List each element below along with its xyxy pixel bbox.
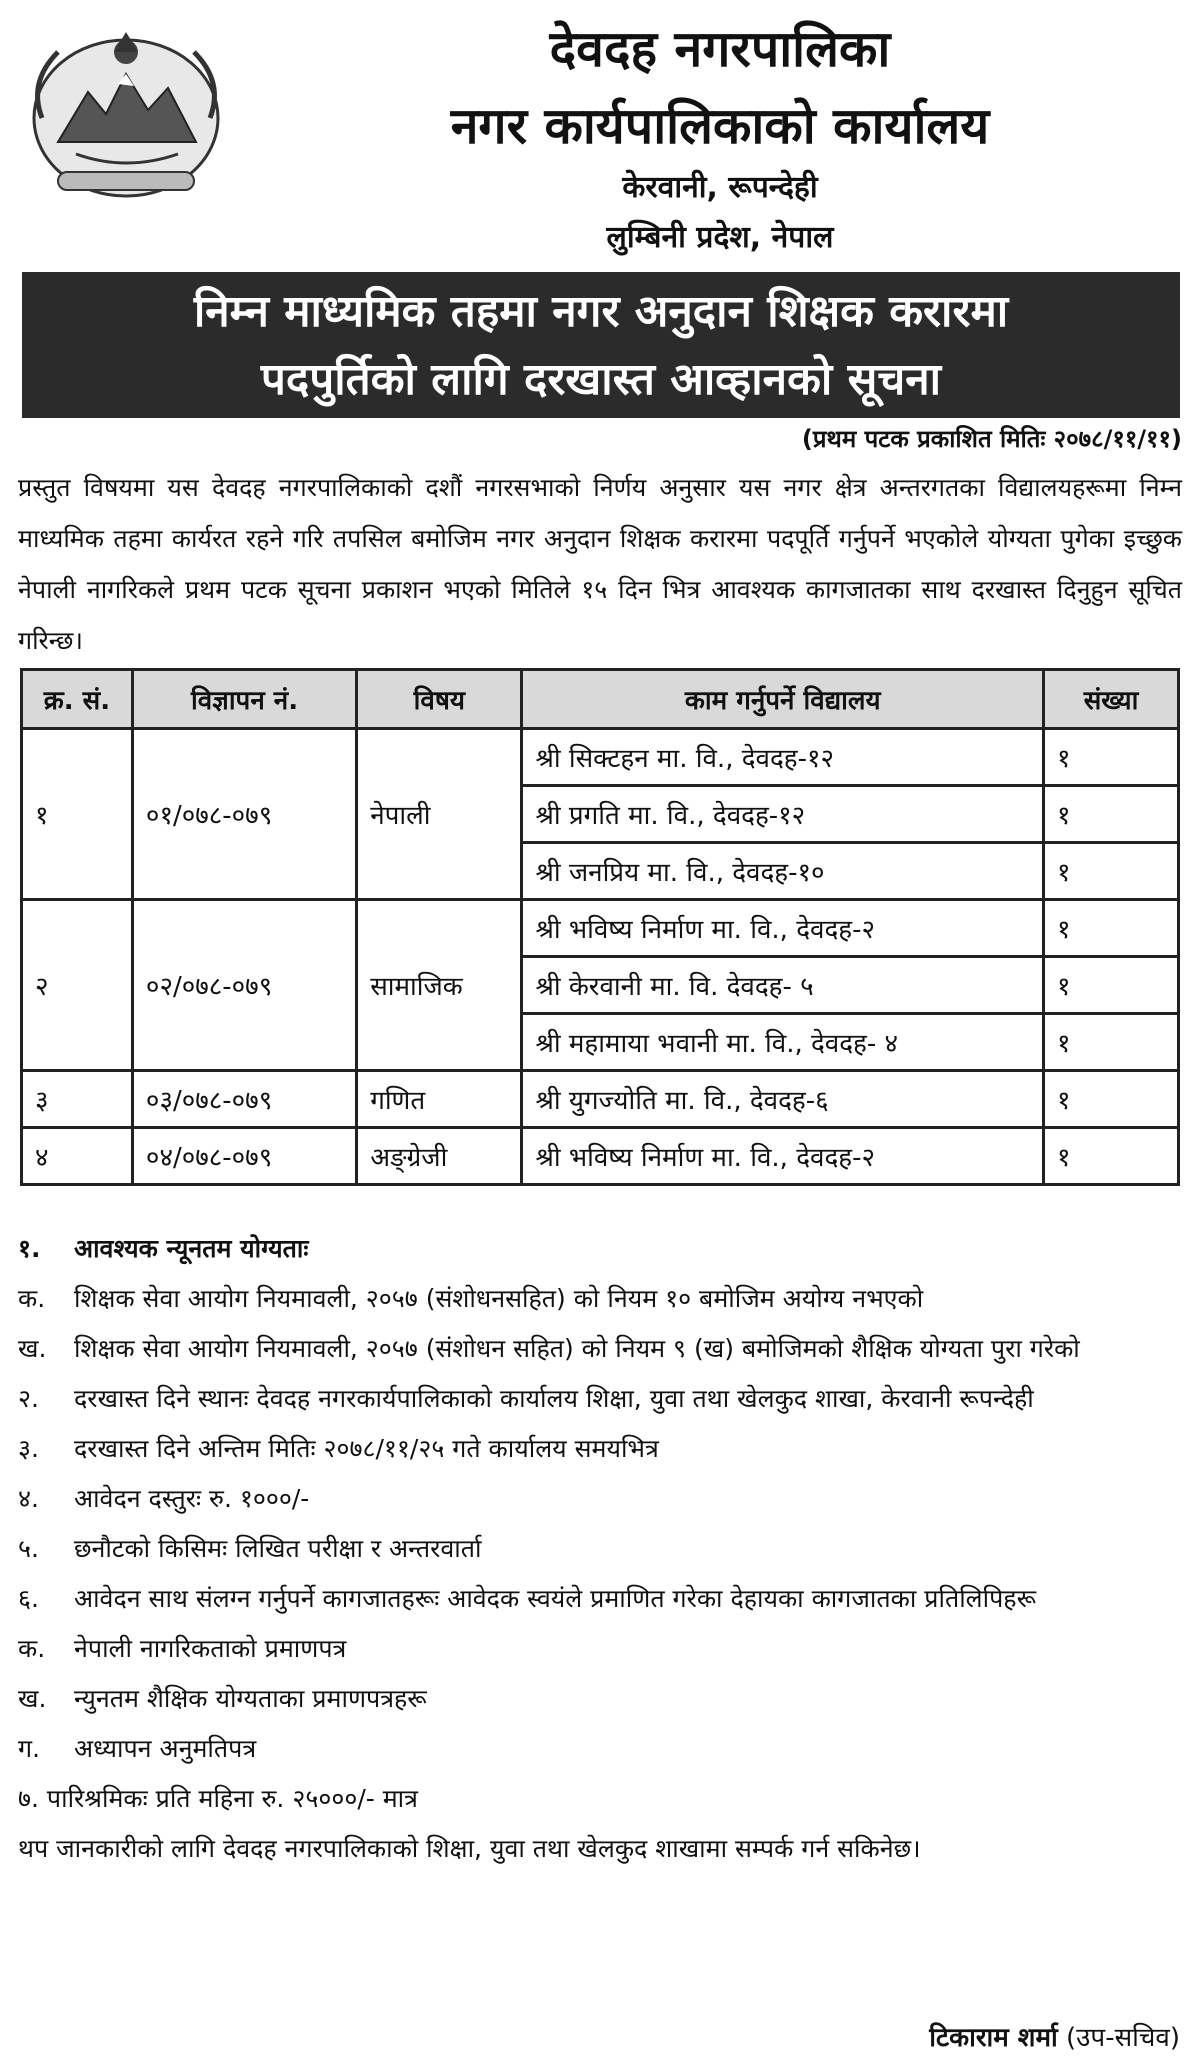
item-number: ख. <box>18 1334 47 1363</box>
item-number: ग. <box>18 1734 41 1763</box>
cell-sn: ४ <box>22 1128 133 1185</box>
table-header-row <box>22 670 1179 729</box>
header-sn: क्र. सं. <box>22 670 133 729</box>
cell-count: १ <box>1044 786 1179 843</box>
list-item <box>18 1424 1182 1474</box>
required-documents: आवेदन साथ संलग्न गर्नुपर्ने कागजातहरूः आवेदक स्वयंले प्रमाणित गरेका देहायका कागजातका प्रतिलिपिहरू <box>74 1584 1036 1613</box>
nepal-emblem-icon <box>18 22 234 202</box>
list-item <box>18 1224 1182 1274</box>
cell-count: १ <box>1044 1071 1179 1128</box>
document-b: न्युनतम शैक्षिक योग्यताका प्रमाणपत्रहरू <box>74 1684 427 1713</box>
cell-count: १ <box>1044 843 1179 900</box>
item-number: क. <box>18 1284 46 1313</box>
list-item <box>18 1274 1182 1324</box>
application-place: दरखास्त दिने स्थानः देवदह नगरकार्यपालिकाको कार्यालय शिक्षा, युवा तथा खेलकुद शाखा, केरवानी रूपन्देही <box>74 1384 1034 1413</box>
contact-note: थप जानकारीको लागि देवदह नगरपालिकाको शिक्षा, युवा तथा खेलकुद शाखामा सम्पर्क गर्न सकिनेछ। <box>18 1834 921 1863</box>
table-row <box>22 1071 1179 1128</box>
item-number: ५. <box>18 1534 39 1563</box>
intro-paragraph: प्रस्तुत विषयमा यस देवदह नगरपालिकाको दशौं नगरसभाको निर्णय अनुसार यस नगर क्षेत्र अन्तरगतका विद्यालयहरूमा निम्न माध्यमिक तहमा कार्यरत रहने गरि तपसिल बमोजिम नगर अनुदान शिक्षक करारमा पदपूर्ति गर्नुपर्ने भएकोले योग्यता पुगेका इच्छुक नेपाली नागरिकले प्रथम पटक सूचना प्रकाशन भएको मितिले १५ दिन भित्र आवश्यक कागजातका साथ दरखास्त दिनुहुन सूचित गरिन्छ। <box>18 473 1182 655</box>
cell-school: श्री केरवानी मा. वि. देवदह- ५ <box>522 957 1044 1014</box>
header-subject: विषय <box>357 670 522 729</box>
cell-ad-no: ०१/०७८-०७९ <box>132 729 356 900</box>
qualification-a: शिक्षक सेवा आयोग नियमावली, २०५७ (संशोधनसहित) को नियम १० बमोजिम अयोग्य नभएको <box>74 1284 924 1313</box>
municipality-name: देवदह नगरपालिका <box>549 20 891 78</box>
office-location: केरवानी, रूपन्देही <box>622 170 818 205</box>
list-item <box>18 1324 1182 1374</box>
document-a: नेपाली नागरिकताको प्रमाणपत्र <box>74 1634 347 1663</box>
cell-school: श्री भविष्य निर्माण मा. वि., देवदह-२ <box>522 900 1044 957</box>
selection-method: छनौटको किसिमः लिखित परीक्षा र अन्तरवार्ता <box>74 1534 482 1563</box>
qualification-heading: आवश्यक न्यूनतम योग्यताः <box>74 1234 309 1263</box>
cell-school: श्री युगज्योति मा. वि., देवदह-६ <box>522 1071 1044 1128</box>
cell-school: श्री प्रगति मा. वि., देवदह-१२ <box>522 786 1044 843</box>
item-number: क. <box>18 1634 46 1663</box>
document-c: अध्यापन अनुमतिपत्र <box>74 1734 257 1763</box>
header-school: काम गर्नुपर्ने विद्यालय <box>522 670 1044 729</box>
table-row <box>22 729 1179 786</box>
cell-count: १ <box>1044 1128 1179 1185</box>
publish-date: (प्रथम पटक प्रकाशित मितिः २०७८/११/११) <box>801 425 1182 453</box>
cell-ad-no: ०२/०७८-०७९ <box>132 900 356 1071</box>
signatory-name: टिकाराम शर्मा <box>929 2023 1058 2053</box>
application-fee: आवेदन दस्तुरः रु. १०००/- <box>74 1484 310 1513</box>
list-item <box>18 1724 1182 1774</box>
notice-title-line1: निम्न माध्यमिक तहमा नगर अनुदान शिक्षक करारमा <box>193 286 1009 337</box>
list-item <box>18 1624 1182 1674</box>
cell-school: श्री भविष्य निर्माण मा. वि., देवदह-२ <box>522 1128 1044 1185</box>
cell-school: श्री जनप्रिय मा. वि., देवदह-१० <box>522 843 1044 900</box>
application-deadline: दरखास्त दिने अन्तिम मितिः २०७८/११/२५ गते कार्यालय समयभित्र <box>74 1434 659 1463</box>
item-number: २. <box>18 1384 39 1413</box>
table-row <box>22 1128 1179 1185</box>
item-number: ४. <box>18 1484 39 1513</box>
cell-subject: नेपाली <box>357 729 522 900</box>
header-count: संख्या <box>1044 670 1179 729</box>
cell-sn: ३ <box>22 1071 133 1128</box>
list-item <box>18 1374 1182 1424</box>
cell-subject: सामाजिक <box>357 900 522 1071</box>
signatory-designation: (उप-सचिव) <box>1066 2023 1180 2053</box>
cell-count: १ <box>1044 957 1179 1014</box>
cell-sn: २ <box>22 900 133 1071</box>
cell-sn: १ <box>22 729 133 900</box>
item-number: ६. <box>18 1584 39 1613</box>
table-row <box>22 900 1179 957</box>
cell-count: १ <box>1044 729 1179 786</box>
cell-school: श्री महामाया भवानी मा. वि., देवदह- ४ <box>522 1014 1044 1071</box>
vacancy-table <box>20 668 1180 1186</box>
cell-school: श्री सिक्टहन मा. वि., देवदह-१२ <box>522 729 1044 786</box>
list-item <box>18 1674 1182 1724</box>
cell-count: १ <box>1044 1014 1179 1071</box>
cell-subject: गणित <box>357 1071 522 1128</box>
list-item <box>18 1574 1182 1624</box>
qualification-b: शिक्षक सेवा आयोग नियमावली, २०५७ (संशोधन सहित) को नियम ९ (ख) बमोजिमको शैक्षिक योग्यता पुरा गरेको <box>74 1334 1080 1363</box>
salary-item: ७. पारिश्रमिकः प्रति महिना रु. २५०००/- मात्र <box>18 1784 418 1813</box>
item-number: १. <box>18 1234 41 1263</box>
item-number: ३. <box>18 1434 39 1463</box>
item-number: ख. <box>18 1684 47 1713</box>
cell-ad-no: ०३/०७८-०७९ <box>132 1071 356 1128</box>
notice-title-line2: पदपुर्तिको लागि दरखास्त आव्हानको सूचना <box>260 354 942 405</box>
list-item <box>18 1474 1182 1524</box>
cell-ad-no: ०४/०७८-०७९ <box>132 1128 356 1185</box>
cell-subject: अङ्ग्रेजी <box>357 1128 522 1185</box>
cell-count: १ <box>1044 900 1179 957</box>
signature-block <box>929 2018 1180 2058</box>
notice-title-box <box>22 272 1180 418</box>
list-item <box>18 1524 1182 1574</box>
header-ad-no: विज्ञापन नं. <box>132 670 356 729</box>
office-name: नगर कार्यपालिकाको कार्यालय <box>450 97 990 155</box>
requirements-list <box>18 1224 1182 1874</box>
office-province: लुम्बिनी प्रदेश, नेपाल <box>606 220 834 255</box>
